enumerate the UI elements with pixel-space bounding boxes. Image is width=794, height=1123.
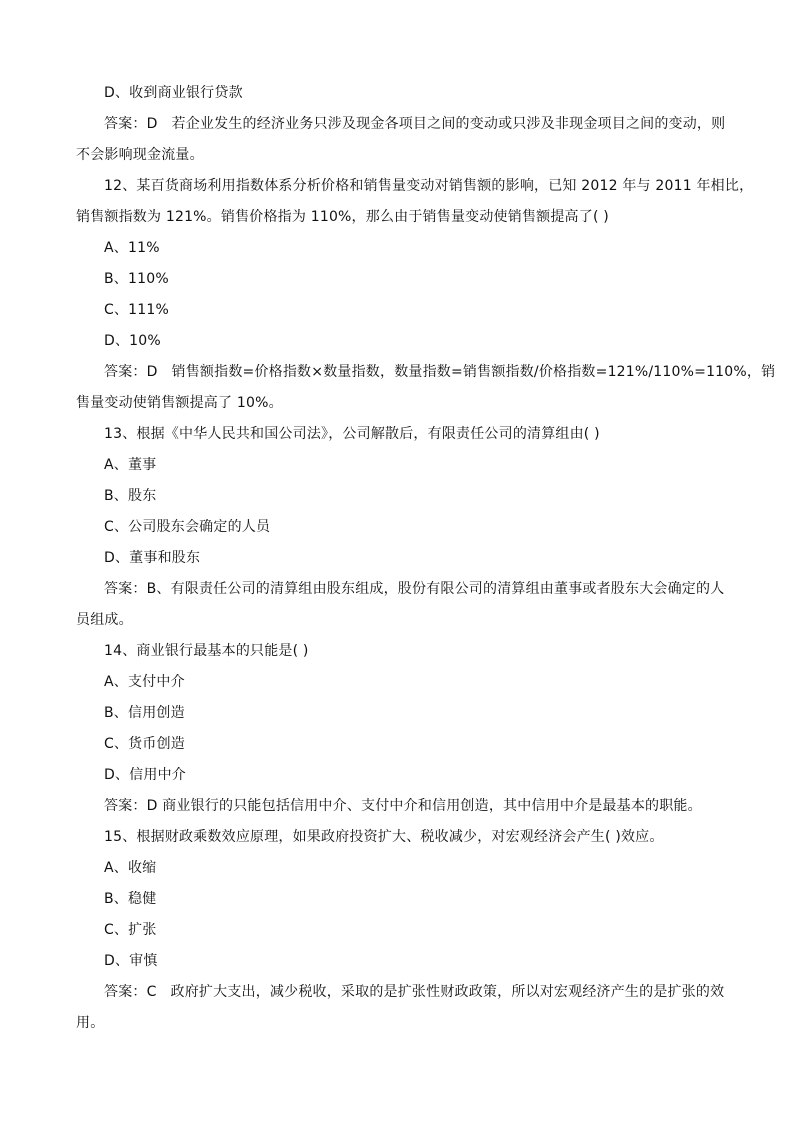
option-line: D、信用中介: [104, 767, 186, 783]
question-line: 14、商业银行最基本的只能是( ): [104, 643, 309, 659]
question-line: 15、根据财政乘数效应原理，如果政府投资扩大、税收减少，对宏观经济会产生( )效应。: [104, 829, 664, 845]
question-line: 12、某百货商场利用指数体系分析价格和销售量变动对销售额的影响，已知 2012 年与 2011 年相比，: [104, 178, 754, 194]
option-line: A、董事: [104, 457, 157, 473]
option-line: C、扩张: [104, 922, 157, 938]
answer-line: 答案：B、有限责任公司的清算组由股东组成，股份有限公司的清算组由董事或者股东大会确定的人: [104, 581, 725, 597]
answer-continuation: 不会影响现金流量。: [76, 147, 204, 163]
answer-continuation: 员组成。: [76, 612, 133, 628]
answer-continuation: 售量变动使销售额提高了 10%。: [76, 395, 283, 411]
answer-line: 答案：D 若企业发生的经济业务只涉及现金各项目之间的变动或只涉及非现金项目之间的变动，则: [104, 116, 726, 132]
option-line: D、审慎: [104, 953, 158, 969]
answer-line: 答案：D 商业银行的只能包括信用中介、支付中介和信用创造，其中信用中介是最基本的职能。: [104, 798, 702, 814]
option-line: D、董事和股东: [104, 550, 201, 566]
option-line: C、111%: [104, 302, 169, 318]
option-line: B、稳健: [104, 891, 157, 907]
option-line: A、11%: [104, 240, 160, 256]
option-line: B、110%: [104, 271, 169, 287]
option-line: C、公司股东会确定的人员: [104, 519, 271, 535]
answer-line: 答案：D 销售额指数=价格指数×数量指数，数量指数=销售额指数/价格指数=121%/110%=110%，销: [104, 364, 776, 380]
question-continuation: 销售额指数为 121%。销售价格指为 110%，那么由于销售量变动使销售额提高了( ): [76, 209, 609, 225]
answer-continuation: 用。: [76, 1015, 105, 1031]
option-line: A、收缩: [104, 860, 157, 876]
question-line: 13、根据《中华人民共和国公司法》，公司解散后，有限责任公司的清算组由( ): [104, 426, 600, 442]
option-line: A、支付中介: [104, 674, 185, 690]
option-line: B、股东: [104, 488, 157, 504]
option-line: D、收到商业银行贷款: [104, 85, 243, 101]
option-line: C、货币创造: [104, 736, 185, 752]
option-line: B、信用创造: [104, 705, 185, 721]
option-line: D、10%: [104, 333, 161, 349]
answer-line: 答案：C 政府扩大支出，减少税收，采取的是扩张性财政政策，所以对宏观经济产生的是扩张的效: [104, 984, 725, 1000]
